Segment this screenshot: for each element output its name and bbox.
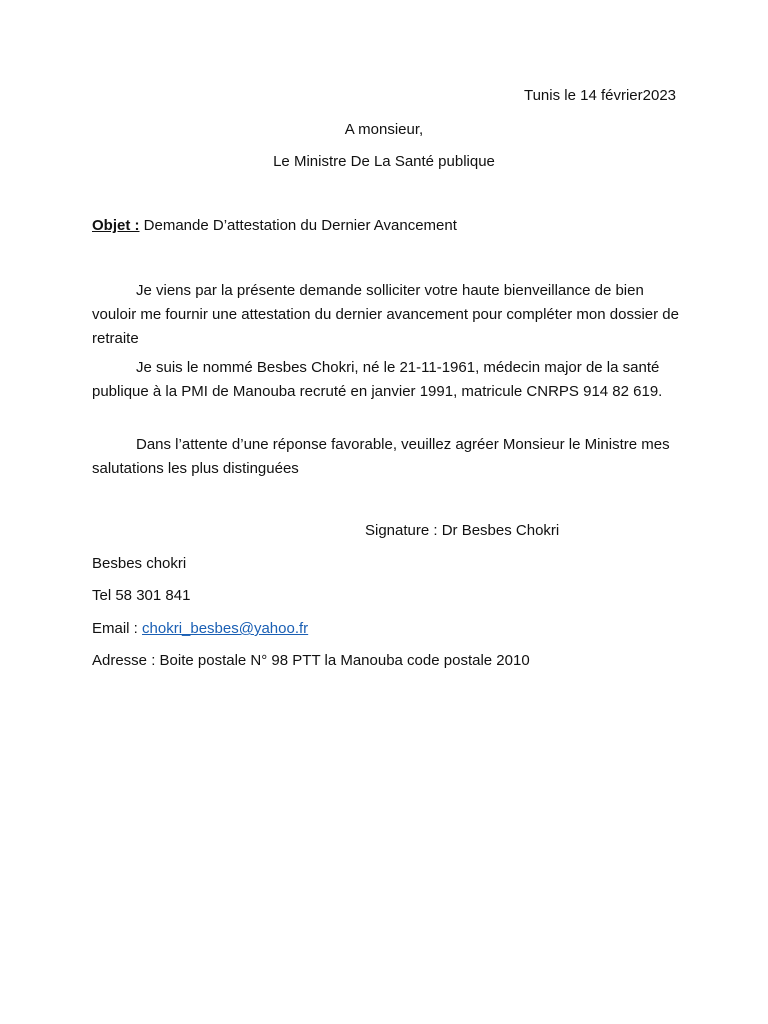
addressee-line-1: A monsieur, (344, 121, 424, 138)
body-paragraph-2 (92, 356, 682, 404)
email-link[interactable]: chokri_besbes@yahoo.fr (142, 620, 309, 637)
date-line: Tunis le 14 février2023 (523, 87, 676, 104)
contact-email-line (92, 619, 308, 639)
paragraph-text: Dans l’attente d’une réponse favorable, veuillez agréer Monsieur le Ministre mes salutations les plus distinguées (92, 436, 670, 477)
email-label: Email : (92, 620, 143, 637)
contact-tel: Tel 58 301 841 (92, 587, 191, 604)
paragraph-text: Je viens par la présente demande solliciter votre haute bienveillance de bien vouloir me fournir une attestation du dernier avancement pour compléter mon dossier de retraite (92, 282, 679, 347)
paragraph-text: Je suis le nommé Besbes Chokri, né le 21-11-1961, médecin major de la santé publique à la PMI de Manouba recruté en janvier 1991, matricule CNRPS 914 82 619. (92, 359, 663, 400)
object-label: Objet : (92, 217, 140, 234)
object-line (92, 216, 457, 236)
object-text: Demande D’attestation du Dernier Avancement (139, 217, 457, 234)
body-paragraph-3 (92, 433, 682, 481)
contact-address: Adresse : Boite postale N° 98 PTT la Manouba code postale 2010 (92, 652, 530, 669)
body-paragraph-1 (92, 279, 682, 351)
signature-line: Signature : Dr Besbes Chokri (365, 522, 560, 539)
addressee-line-2: Le Ministre De La Santé publique (273, 153, 495, 170)
contact-name: Besbes chokri (92, 555, 187, 572)
